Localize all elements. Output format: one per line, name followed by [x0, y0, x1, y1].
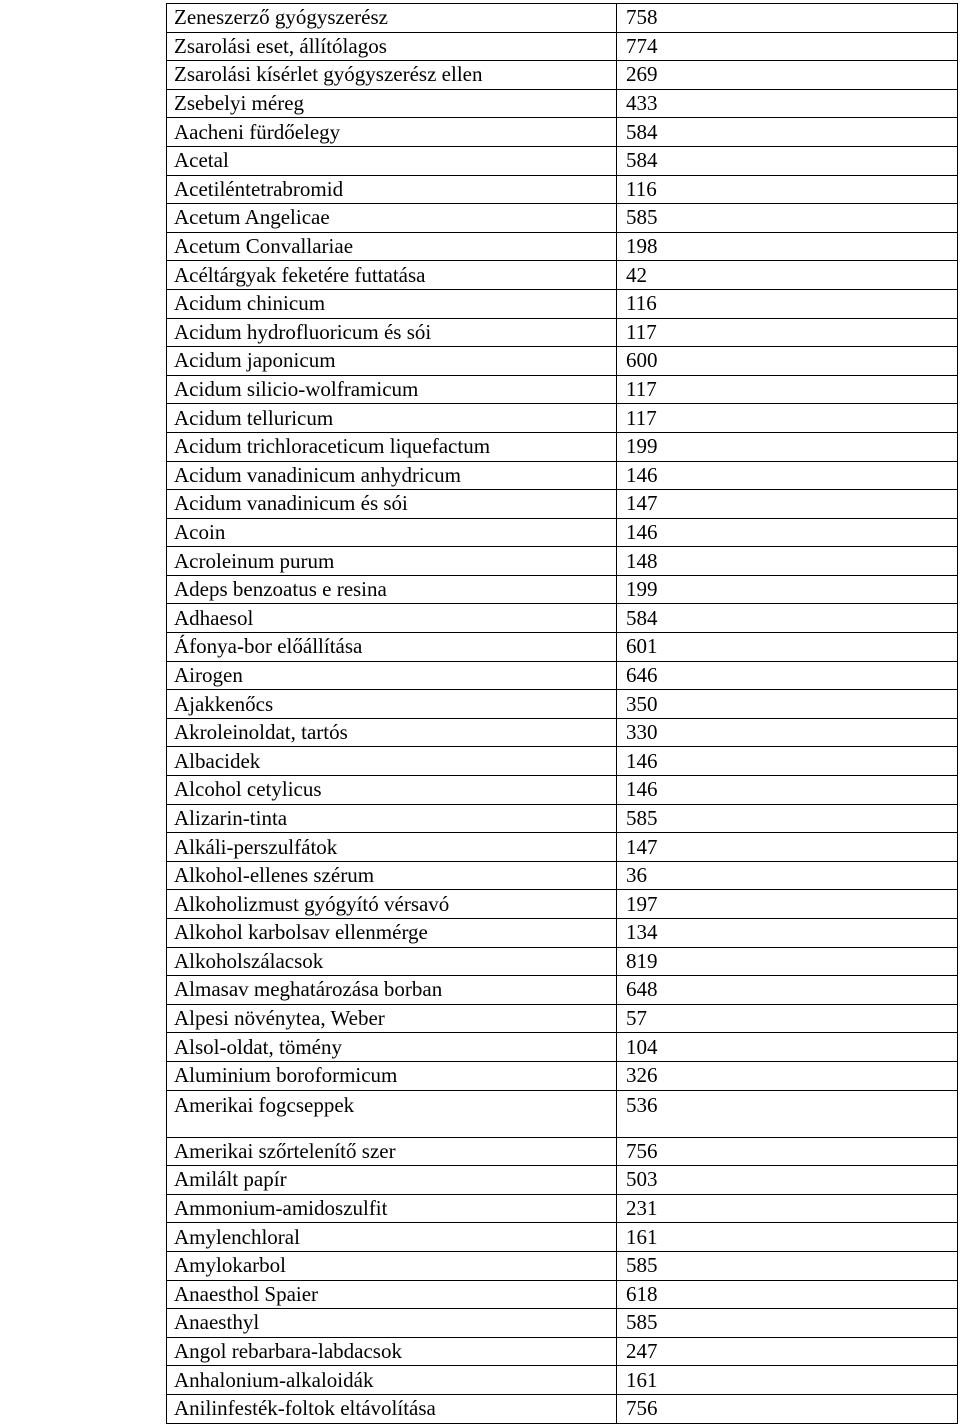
index-term: Acidum vanadinicum és sói: [167, 490, 617, 519]
index-table-body: [167, 4, 958, 1424]
table-row: [167, 1309, 958, 1338]
index-term: Acroleinum purum: [167, 547, 617, 576]
index-term: Alkohol-ellenes szérum: [167, 861, 617, 890]
table-row: [167, 518, 958, 547]
table-row: [167, 633, 958, 662]
table-row: [167, 1337, 958, 1366]
index-page-number: 646: [617, 661, 958, 690]
index-page-number: 774: [617, 32, 958, 61]
index-page-number: 146: [617, 518, 958, 547]
table-row: [167, 32, 958, 61]
index-term: Alkoholizmust gyógyító vérsavó: [167, 890, 617, 919]
table-row: [167, 404, 958, 433]
index-term: Zsarolási kísérlet gyógyszerész ellen: [167, 61, 617, 90]
index-page-number: 161: [617, 1366, 958, 1395]
index-term: Albacidek: [167, 747, 617, 776]
index-term: Acidum trichloraceticum liquefactum: [167, 432, 617, 461]
table-row: [167, 690, 958, 719]
table-row: [167, 118, 958, 147]
index-page-number: 147: [617, 833, 958, 862]
index-page-number: 117: [617, 404, 958, 433]
index-term: Adhaesol: [167, 604, 617, 633]
index-term: Acéltárgyak feketére futtatása: [167, 261, 617, 290]
index-page-number: 600: [617, 347, 958, 376]
index-term: Acidum telluricum: [167, 404, 617, 433]
index-page-number: 36: [617, 861, 958, 890]
index-term: Acetum Convallariae: [167, 232, 617, 261]
table-row: [167, 347, 958, 376]
index-page-number: 330: [617, 718, 958, 747]
index-term: Angol rebarbara-labdacsok: [167, 1337, 617, 1366]
table-row: [167, 575, 958, 604]
index-term: Acidum chinicum: [167, 289, 617, 318]
table-row: [167, 432, 958, 461]
table-row: [167, 776, 958, 805]
table-row: [167, 1004, 958, 1033]
index-term: Amylenchloral: [167, 1223, 617, 1252]
table-row: [167, 1366, 958, 1395]
index-page-number: 161: [617, 1223, 958, 1252]
table-row: [167, 61, 958, 90]
index-term: Acidum hydrofluoricum és sói: [167, 318, 617, 347]
table-row: [167, 1194, 958, 1223]
table-row: [167, 261, 958, 290]
index-term: Acoin: [167, 518, 617, 547]
table-row: [167, 919, 958, 948]
table-row: [167, 1137, 958, 1166]
index-term: Alizarin-tinta: [167, 804, 617, 833]
index-page-number: 57: [617, 1004, 958, 1033]
table-row: [167, 976, 958, 1005]
index-page-number: 146: [617, 776, 958, 805]
index-term: Alkohol karbolsav ellenmérge: [167, 919, 617, 948]
table-row: [167, 947, 958, 976]
index-page-number: 199: [617, 575, 958, 604]
table-row: [167, 146, 958, 175]
index-page-number: 198: [617, 232, 958, 261]
index-term: Aacheni fürdőelegy: [167, 118, 617, 147]
index-page-number: 503: [617, 1166, 958, 1195]
index-term: Acetum Angelicae: [167, 204, 617, 233]
table-row: [167, 375, 958, 404]
index-page-number: 618: [617, 1280, 958, 1309]
index-page-number: 585: [617, 1251, 958, 1280]
index-term: Zeneszerző gyógyszerész: [167, 4, 617, 33]
index-page-number: 148: [617, 547, 958, 576]
index-term: Alkoholszálacsok: [167, 947, 617, 976]
index-term: Amilált papír: [167, 1166, 617, 1195]
index-page-number: 199: [617, 432, 958, 461]
index-page-number: 197: [617, 890, 958, 919]
index-table: [166, 3, 958, 1424]
index-page-number: 350: [617, 690, 958, 719]
index-term: Áfonya-bor előállítása: [167, 633, 617, 662]
index-term: Amerikai fogcseppek: [167, 1090, 617, 1137]
index-page-number: 758: [617, 4, 958, 33]
index-page-number: 585: [617, 804, 958, 833]
table-row: [167, 747, 958, 776]
table-row: [167, 490, 958, 519]
table-row: [167, 861, 958, 890]
table-row: [167, 804, 958, 833]
index-term: Acidum vanadinicum anhydricum: [167, 461, 617, 490]
index-term: Amerikai szőrtelenítő szer: [167, 1137, 617, 1166]
index-term: Alpesi növénytea, Weber: [167, 1004, 617, 1033]
index-page-number: 146: [617, 461, 958, 490]
index-page-number: 584: [617, 118, 958, 147]
index-page-number: 116: [617, 289, 958, 318]
index-term: Anaesthyl: [167, 1309, 617, 1338]
index-term: Zsebelyi méreg: [167, 89, 617, 118]
index-term: Alcohol cetylicus: [167, 776, 617, 805]
table-row: [167, 1090, 958, 1137]
index-term: Acetiléntetrabromid: [167, 175, 617, 204]
index-term: Anhalonium-alkaloidák: [167, 1366, 617, 1395]
index-term: Amylokarbol: [167, 1251, 617, 1280]
index-page-number: 247: [617, 1337, 958, 1366]
table-row: [167, 1223, 958, 1252]
index-page-number: 104: [617, 1033, 958, 1062]
table-row: [167, 1251, 958, 1280]
table-row: [167, 4, 958, 33]
table-row: [167, 661, 958, 690]
index-term: Acidum japonicum: [167, 347, 617, 376]
index-page-number: 117: [617, 375, 958, 404]
index-page-number: 584: [617, 146, 958, 175]
index-term: Airogen: [167, 661, 617, 690]
table-row: [167, 890, 958, 919]
index-term: Acetal: [167, 146, 617, 175]
index-page-number: 134: [617, 919, 958, 948]
index-term: Alkáli-perszulfátok: [167, 833, 617, 862]
table-row: [167, 1280, 958, 1309]
table-row: [167, 289, 958, 318]
index-page-number: 433: [617, 89, 958, 118]
index-term: Anaesthol Spaier: [167, 1280, 617, 1309]
index-term: Ajakkenőcs: [167, 690, 617, 719]
index-page-number: 117: [617, 318, 958, 347]
index-term: Anilinfesték-foltok eltávolítása: [167, 1394, 617, 1423]
index-page-number: 648: [617, 976, 958, 1005]
table-row: [167, 461, 958, 490]
index-page-number: 269: [617, 61, 958, 90]
index-term: Acidum silicio-wolframicum: [167, 375, 617, 404]
index-page-number: 585: [617, 1309, 958, 1338]
index-page-number: 601: [617, 633, 958, 662]
index-term: Almasav meghatározása borban: [167, 976, 617, 1005]
index-page-number: 819: [617, 947, 958, 976]
index-term: Aluminium boroformicum: [167, 1061, 617, 1090]
index-page-number: 42: [617, 261, 958, 290]
table-row: [167, 1033, 958, 1062]
index-term: Alsol-oldat, tömény: [167, 1033, 617, 1062]
table-row: [167, 175, 958, 204]
table-row: [167, 232, 958, 261]
index-page-number: 326: [617, 1061, 958, 1090]
table-row: [167, 547, 958, 576]
table-row: [167, 204, 958, 233]
index-page-number: 146: [617, 747, 958, 776]
index-page-number: 116: [617, 175, 958, 204]
index-page-number: 147: [617, 490, 958, 519]
table-row: [167, 1166, 958, 1195]
index-page-number: 231: [617, 1194, 958, 1223]
table-row: [167, 1394, 958, 1423]
index-term: Akroleinoldat, tartós: [167, 718, 617, 747]
table-row: [167, 1061, 958, 1090]
index-page-number: 756: [617, 1137, 958, 1166]
table-row: [167, 718, 958, 747]
table-row: [167, 318, 958, 347]
index-term: Zsarolási eset, állítólagos: [167, 32, 617, 61]
index-page-number: 756: [617, 1394, 958, 1423]
table-row: [167, 604, 958, 633]
index-term: Adeps benzoatus e resina: [167, 575, 617, 604]
table-row: [167, 833, 958, 862]
table-row: [167, 89, 958, 118]
index-page-number: 584: [617, 604, 958, 633]
index-term: Ammonium-amidoszulfit: [167, 1194, 617, 1223]
index-page-number: 536: [617, 1090, 958, 1137]
index-page-number: 585: [617, 204, 958, 233]
